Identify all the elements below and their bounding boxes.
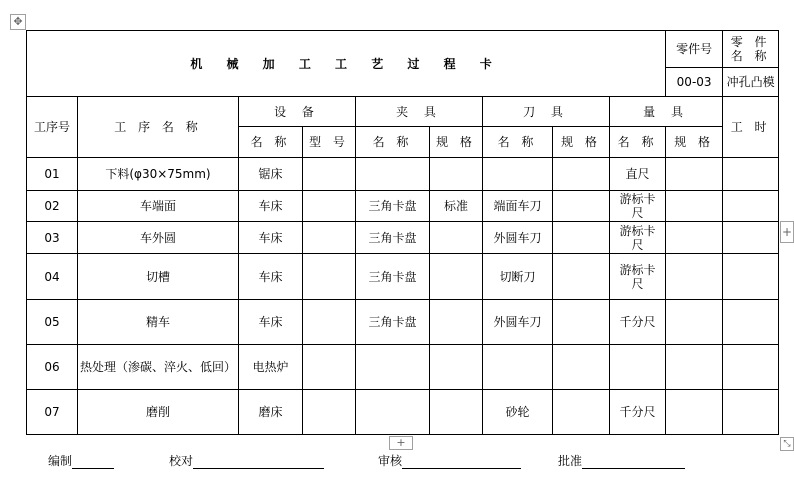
- row-fixture-spec[interactable]: [430, 222, 483, 254]
- row-gauge-name[interactable]: [610, 345, 666, 390]
- table-row: [27, 158, 779, 191]
- table-row: [27, 390, 779, 435]
- row-tool-name[interactable]: 砂轮: [483, 390, 553, 435]
- footer-compiled: [48, 452, 114, 469]
- part-number-value: 00-03: [666, 68, 723, 97]
- row-equip-model[interactable]: [303, 345, 356, 390]
- row-tool-spec[interactable]: [553, 254, 610, 300]
- row-equip-name[interactable]: 车床: [239, 222, 303, 254]
- row-op-no[interactable]: 07: [27, 390, 78, 435]
- row-tool-name[interactable]: 外圆车刀: [483, 300, 553, 345]
- footer-approved-line[interactable]: [582, 456, 685, 469]
- row-op-no[interactable]: 01: [27, 158, 78, 191]
- row-tool-spec[interactable]: [553, 390, 610, 435]
- row-tool-spec[interactable]: [553, 222, 610, 254]
- footer-reviewed: [378, 452, 521, 469]
- row-gauge-name[interactable]: 千分尺: [610, 300, 666, 345]
- row-fixture-spec[interactable]: [430, 300, 483, 345]
- row-tool-spec[interactable]: [553, 191, 610, 222]
- row-hours[interactable]: [723, 345, 779, 390]
- row-op-no[interactable]: 05: [27, 300, 78, 345]
- row-op-name[interactable]: 下料(φ30×75mm): [78, 158, 239, 191]
- row-gauge-spec[interactable]: [666, 254, 723, 300]
- col-header-equip-model: 型 号: [303, 127, 356, 158]
- row-op-name[interactable]: 磨削: [78, 390, 239, 435]
- footer-approved: [558, 452, 685, 469]
- footer-checked-label: 校对: [169, 454, 194, 468]
- card-title: 机 械 加 工 工 艺 过 程 卡: [27, 31, 666, 97]
- table-resize-icon[interactable]: ⤡: [780, 437, 794, 451]
- row-hours[interactable]: [723, 222, 779, 254]
- row-tool-name[interactable]: 切断刀: [483, 254, 553, 300]
- footer-compiled-line[interactable]: [72, 456, 114, 469]
- row-op-no[interactable]: 03: [27, 222, 78, 254]
- row-hours[interactable]: [723, 390, 779, 435]
- row-gauge-spec[interactable]: [666, 158, 723, 191]
- row-equip-model[interactable]: [303, 222, 356, 254]
- part-number-label: 零件号: [666, 31, 723, 68]
- row-equip-name[interactable]: 锯床: [239, 158, 303, 191]
- row-equip-model[interactable]: [303, 390, 356, 435]
- col-header-op-no: 工序号: [27, 97, 78, 158]
- add-column-icon[interactable]: +: [780, 221, 794, 243]
- row-equip-model[interactable]: [303, 254, 356, 300]
- row-equip-name[interactable]: 车床: [239, 300, 303, 345]
- table-row: [27, 300, 779, 345]
- row-gauge-spec[interactable]: [666, 345, 723, 390]
- col-header-tool: 刀 具: [483, 97, 610, 127]
- row-fixture-spec[interactable]: [430, 158, 483, 191]
- row-tool-spec[interactable]: [553, 300, 610, 345]
- row-hours[interactable]: [723, 158, 779, 191]
- footer-checked-line[interactable]: [193, 456, 324, 469]
- col-header-tool-spec: 规 格: [553, 127, 610, 158]
- row-gauge-name[interactable]: 游标卡尺: [610, 222, 666, 254]
- add-row-icon[interactable]: +: [389, 436, 413, 450]
- col-header-op-name: 工 序 名 称: [78, 97, 239, 158]
- row-tool-name[interactable]: [483, 345, 553, 390]
- table-row: [27, 345, 779, 390]
- row-fixture-name[interactable]: [356, 390, 430, 435]
- row-fixture-name[interactable]: 三角卡盘: [356, 222, 430, 254]
- footer-approved-label: 批准: [558, 454, 583, 468]
- col-header-gauge-name: 名 称: [610, 127, 666, 158]
- row-gauge-spec[interactable]: [666, 222, 723, 254]
- row-tool-name[interactable]: 外圆车刀: [483, 222, 553, 254]
- row-equip-model[interactable]: [303, 191, 356, 222]
- table-row: [27, 191, 779, 222]
- row-op-name[interactable]: 切槽: [78, 254, 239, 300]
- col-header-fixture-spec: 规 格: [430, 127, 483, 158]
- row-equip-name[interactable]: 车床: [239, 254, 303, 300]
- row-hours[interactable]: [723, 300, 779, 345]
- row-fixture-name[interactable]: 三角卡盘: [356, 191, 430, 222]
- row-op-name[interactable]: 精车: [78, 300, 239, 345]
- footer-reviewed-line[interactable]: [402, 456, 521, 469]
- row-fixture-spec[interactable]: [430, 345, 483, 390]
- row-equip-model[interactable]: [303, 300, 356, 345]
- process-card-table: [26, 30, 779, 435]
- row-fixture-name[interactable]: [356, 345, 430, 390]
- table-move-handle-icon[interactable]: ✥: [10, 14, 26, 30]
- col-header-hours: 工 时: [723, 97, 779, 158]
- row-gauge-name[interactable]: 千分尺: [610, 390, 666, 435]
- col-header-equip-name: 名 称: [239, 127, 303, 158]
- row-equip-name[interactable]: 车床: [239, 191, 303, 222]
- row-gauge-name[interactable]: 游标卡尺: [610, 254, 666, 300]
- row-gauge-spec[interactable]: [666, 191, 723, 222]
- table-row: [27, 254, 779, 300]
- col-header-gauge: 量 具: [610, 97, 723, 127]
- row-fixture-spec[interactable]: [430, 254, 483, 300]
- row-gauge-spec[interactable]: [666, 390, 723, 435]
- row-equip-name[interactable]: 电热炉: [239, 345, 303, 390]
- row-gauge-spec[interactable]: [666, 300, 723, 345]
- part-name-label: 零 件 名 称: [723, 31, 779, 68]
- row-op-name[interactable]: 车端面: [78, 191, 239, 222]
- row-fixture-name[interactable]: [356, 158, 430, 191]
- row-equip-name[interactable]: 磨床: [239, 390, 303, 435]
- row-gauge-name[interactable]: 直尺: [610, 158, 666, 191]
- row-gauge-name[interactable]: 游标卡尺: [610, 191, 666, 222]
- col-header-gauge-spec: 规 格: [666, 127, 723, 158]
- row-tool-name[interactable]: 端面车刀: [483, 191, 553, 222]
- part-name-value: 冲孔凸模: [723, 68, 779, 97]
- row-op-name[interactable]: 热处理（渗碳、淬火、低回）: [78, 345, 239, 390]
- row-equip-model[interactable]: [303, 158, 356, 191]
- col-header-fixture-name: 名 称: [356, 127, 430, 158]
- table-row: [27, 222, 779, 254]
- footer-checked: [169, 452, 324, 469]
- row-fixture-spec[interactable]: [430, 390, 483, 435]
- row-fixture-spec[interactable]: 标准: [430, 191, 483, 222]
- row-op-no[interactable]: 04: [27, 254, 78, 300]
- row-tool-name[interactable]: [483, 158, 553, 191]
- row-hours[interactable]: [723, 254, 779, 300]
- col-header-fixture: 夹 具: [356, 97, 483, 127]
- row-op-name[interactable]: 车外圆: [78, 222, 239, 254]
- row-op-no[interactable]: 06: [27, 345, 78, 390]
- footer-compiled-label: 编制: [48, 454, 73, 468]
- col-header-tool-name: 名 称: [483, 127, 553, 158]
- row-op-no[interactable]: 02: [27, 191, 78, 222]
- row-tool-spec[interactable]: [553, 158, 610, 191]
- col-header-equipment: 设 备: [239, 97, 356, 127]
- row-fixture-name[interactable]: 三角卡盘: [356, 254, 430, 300]
- row-tool-spec[interactable]: [553, 345, 610, 390]
- row-hours[interactable]: [723, 191, 779, 222]
- row-fixture-name[interactable]: 三角卡盘: [356, 300, 430, 345]
- footer-reviewed-label: 审核: [378, 454, 403, 468]
